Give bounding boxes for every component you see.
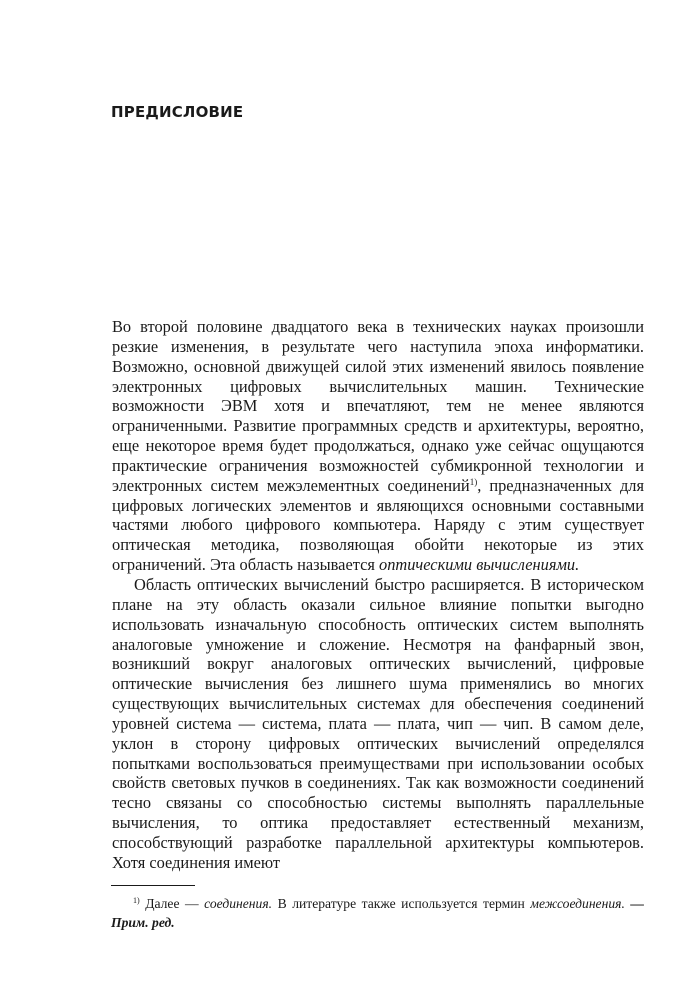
footnote-marker-ref: 1) xyxy=(469,476,478,487)
footnote-divider xyxy=(111,885,195,886)
paragraph-intro-text: Во второй половине двадцатого века в технических науках произошли резкие изменения, в результате чего наступила эпоха информатики. Возможно, основной движущей силой этих изменений явилось появление электронных цифровых вычислительных машин. Технические возможности ЭВМ хотя и впечатляют, тем не менее являются ограниченными. Развитие программных средств и архитектуры, вероятно, еще некоторое время будет продолжаться, однако уже сейчас ощущаются практические ограничения возможностей субмикронной технологии и электронных систем межэлементных соединений xyxy=(112,317,644,495)
footnote-marker: 1) xyxy=(133,896,140,905)
paragraph-intro-continuation: , предназначенных для цифровых логических элементов и являющихся основными составными частями любого цифрового компьютера. Наряду с этим существует оптическая методика, позволяющая обойти некоторые из этих ограничений. Эта область называется xyxy=(112,475,645,575)
page-heading: ПРЕДИСЛОВИЕ xyxy=(111,103,244,121)
body-text xyxy=(112,317,644,873)
footnote-term: соединения. xyxy=(204,896,273,911)
footnote-alt-term: межсоединения. xyxy=(530,896,625,911)
paragraph-second: Область оптических вычислений быстро расширяется. В историческом плане на эту область оказали сильное влияние попытки выгодно использовать изначальную способность оптических систем выполнять аналоговые умножение и сложение. Несмотря на фанфарный звон, возникший вокруг аналоговых оптических вычислений, цифровые оптические вычисления без лишнего шума применялись во многих существующих вычислительных системах для обеспечения соединений уровней система — система, плата — плата, чип — чип. В самом деле, уклон в сторону цифровых оптических вычислений определялся попытками воспользоваться преимуществами при использовании особых свойств световых пучков в соединениях. Так как возможности соединений тесно связаны со способностью системы выполнять параллельные вычисления, то оптика предоставляет естественный механизм, способствующий разработке параллельной архитектуры компьютеров. Хотя соединения имеют xyxy=(112,574,644,872)
footnote-editor-note: — Прим. ред. xyxy=(111,896,644,930)
paragraph-intro xyxy=(112,317,644,575)
footnote-text: В литературе также используется термин xyxy=(272,896,531,911)
paragraph-intro-term: оптическими вычислениями. xyxy=(379,555,580,575)
footnote xyxy=(111,894,644,932)
footnote-lead: Далее — xyxy=(145,896,205,911)
